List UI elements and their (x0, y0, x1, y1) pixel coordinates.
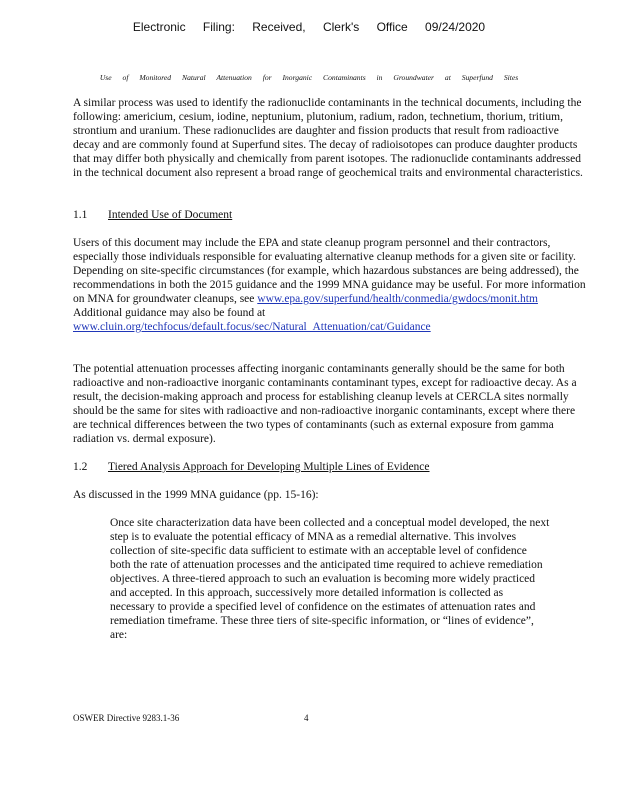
intro-paragraph: A similar process was used to identify the radionuclide contaminants in the technical documents, including the following: americium, cesium, iodine, neptunium, plutonium, radium, radon, technetium, thorium, tritium, strontium and uranium. These radionuclides are daughter and fission products that result from radioactive decay and are commonly found at Superfund sites. The decay of radioisotopes can produce daughter products that may differ both physically and chemically from parent isotopes. The radionuclide contaminants addressed in the technical document also represent a broad range of geochemical traits and environmental characteristics. (73, 97, 583, 179)
additional-guidance-text: Additional guidance may also be found at (73, 307, 266, 319)
section-title: Tiered Analysis Approach for Developing Multiple Lines of Evidence (108, 461, 430, 473)
users-paragraph-text: Users of this document may include the EPA and state cleanup program personnel and their contractors, especially those individuals responsible for evaluating alternative cleanup methods for a given site or facility. Depending on site-specific circumstances (for example, which hazardous substances are being addressed), the recommendations in both the 2015 guidance and the 1999 MNA guidance may be useful. For more information on MNA for groundwater cleanups, see (73, 237, 586, 305)
running-title: Use of Monitored Natural Attenuation for Inorganic Contaminants in Groundwater at Superfund Sites (99, 73, 519, 82)
attenuation-paragraph: The potential attenuation processes affecting inorganic contaminants generally should be the same for both radioactive and non-radioactive inorganic contaminants contaminant types, except for radioactive decay. As a result, the decision-making approach and process for establishing cleanup levels at CERCLA sites normally should be the same for sites with radioactive and non-radioactive inorganic contaminants, except where there are technical differences between the two types of contaminants (such as external exposure from gamma radiation vs. dermal exposure). (73, 363, 577, 445)
section-number: 1.1 (73, 209, 88, 221)
footer-directive: OSWER Directive 9283.1-36 (73, 713, 180, 723)
epa-monitoring-link[interactable]: www.epa.gov/superfund/health/conmedia/gwdocs/monit.htm (257, 293, 538, 305)
users-paragraph (73, 236, 588, 334)
section-heading-intended-use (73, 208, 588, 222)
section-number: 1.2 (73, 461, 88, 473)
section-heading-tiered-analysis (73, 460, 588, 474)
section-title: Intended Use of Document (108, 209, 233, 221)
block-quote: Once site characterization data have been collected and a conceptual model developed, the next step is to evaluate the potential efficacy of MNA as a remedial alternative. This involves collection of site-specific data sufficient to estimate with an acceptable level of confidence both the rate of attenuation processes and the anticipated time required to achieve remediation objectives. A three-tiered approach to such an evaluation is becoming more widely practiced and accepted. In this approach, successively more detailed information is collected as necessary to provide a specified level of confidence on the estimates of attenuation rates and remediation timeframe. These three tiers of site-specific information, or “lines of evidence”, are: (110, 517, 550, 641)
page-number: 4 (304, 713, 309, 723)
mna-lead-in: As discussed in the 1999 MNA guidance (pp. 15-16): (73, 489, 319, 501)
cluin-guidance-link[interactable]: www.cluin.org/techfocus/default.focus/sec/Natural_Attenuation/cat/Guidance (73, 321, 431, 333)
filing-stamp: Electronic Filing: Received, Clerk's Office 09/24/2020 (132, 20, 486, 34)
